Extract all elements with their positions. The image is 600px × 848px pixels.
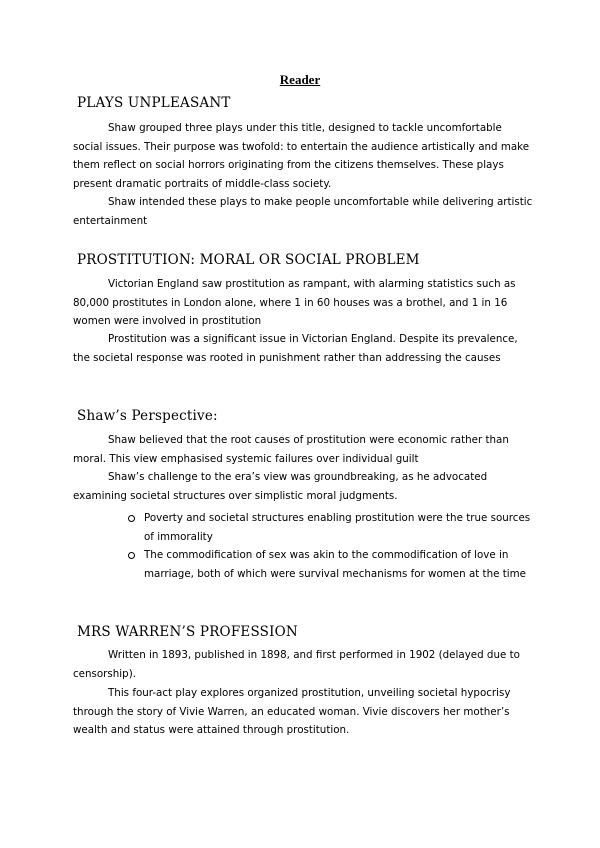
heading-prostitution: PROSTITUTION: MORAL OR SOCIAL PROBLEM [77,252,420,268]
list-item [128,509,532,546]
list-item [128,546,532,583]
paragraph-plays-unpleasant-1: Shaw grouped three plays under this title, designed to tackle uncomfortable social issues. Their purpose was twofold: to entertain the audience artistically and make them reflect on social horrors originating from the citizens themselves. These plays present dramatic portraits of middle-class society. [73,122,530,190]
paragraph-mrs-warren-1: Written in 1893, published in 1898, and first performed in 1902 (delayed due to censorship). [73,649,520,680]
hollow-bullet-icon [128,552,135,559]
bullet-list [128,509,532,583]
list-item-text: The commodification of sex was akin to the commodification of love in marriage, both of which were survival mechanisms for women at the time [144,549,526,580]
heading-shaw-perspective: Shaw’s Perspective: [77,408,218,424]
paragraph-plays-unpleasant-2: Shaw intended these plays to make people uncomfortable while delivering artistic entertainment [73,196,533,227]
paragraph-mrs-warren-2: This four-act play explores organized prostitution, unveiling societal hypocrisy through the story of Vivie Warren, an educated woman. Vivie discovers her mother’s wealth and status were attained through prostitution. [73,687,511,736]
heading-mrs-warren: MRS WARREN’S PROFESSION [77,624,298,640]
paragraph-prostitution-1: Victorian England saw prostitution as rampant, with alarming statistics such as 80,000 prostitutes in London alone, where 1 in 60 houses was a brothel, and 1 in 16 women were involved in prostitution [73,278,516,327]
heading-plays-unpleasant: PLAYS UNPLEASANT [77,95,231,111]
paragraph-prostitution-2: Prostitution was a significant issue in Victorian England. Despite its prevalence, the societal response was rooted in punishment rather than addressing the causes [73,333,518,364]
hollow-bullet-icon [128,515,135,522]
list-item-text: Poverty and societal structures enabling prostitution were the true sources of immorality [144,512,531,543]
paragraph-shaw-perspective-1: Shaw believed that the root causes of prostitution were economic rather than moral. This view emphasised systemic failures over individual guilt [73,434,509,465]
page-header: Reader [279,72,321,87]
paragraph-shaw-perspective-2: Shaw’s challenge to the era’s view was groundbreaking, as he advocated examining societal structures over simplistic moral judgments. [73,471,488,502]
